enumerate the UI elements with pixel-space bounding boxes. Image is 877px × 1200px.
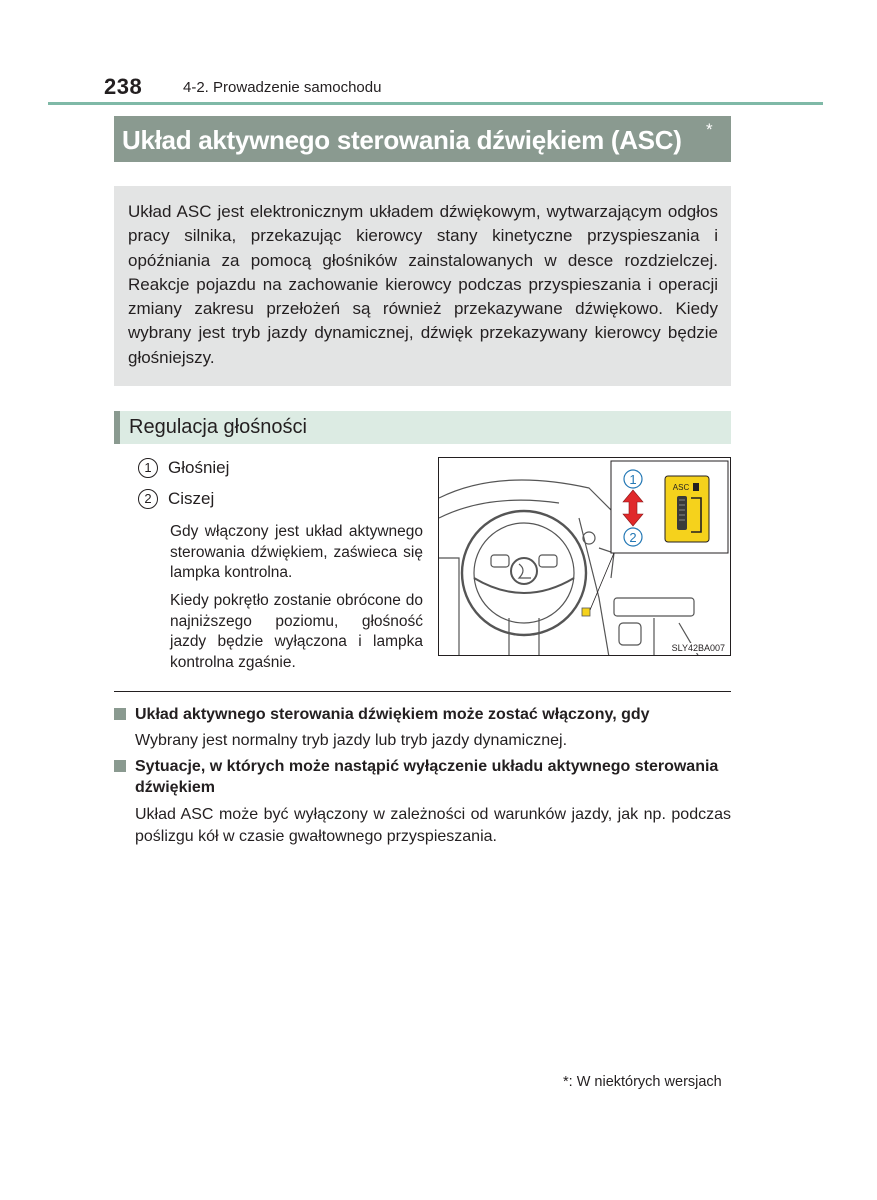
figure-code: SLY42BA007 (671, 643, 725, 653)
subsection-title: Regulacja głośności (129, 416, 307, 438)
legend-label: Ciszej (168, 489, 215, 508)
footnote: *: W niektórych wersjach (563, 1074, 722, 1090)
footnote-mark: * (706, 120, 713, 139)
note-indicator-on: Gdy włączony jest układ aktywnego sterowania dźwiękiem, zaświeca się lampka kontrolna. (170, 523, 423, 581)
legend-item-louder (138, 458, 229, 478)
dashboard-figure (438, 457, 731, 656)
bullet-heading (114, 704, 731, 725)
legend-label: Głośniej (168, 458, 230, 477)
page-number: 238 (104, 74, 143, 99)
bullet-heading-text: Sytuacje, w których może nastąpić wyłączenie układu aktywnego sterowania dźwiękiem (135, 758, 719, 796)
dashboard-illustration (439, 458, 731, 656)
header-rule (48, 102, 823, 105)
asc-switch-label: ASC (672, 483, 690, 492)
intro-box (114, 186, 731, 386)
bullet-heading-text: Układ aktywnego sterowania dźwiękiem może zostać włączony, gdy (135, 706, 650, 723)
subsection-heading (114, 411, 731, 444)
intro-text: Układ ASC jest elektronicznym układem dźwiękowym, wytwarzającym odgłos pracy silnika, przekazując kierowcy stany kinetyczne przyspieszania i opóźniania za pomocą głośników zainstalowanych w desce rozdzielczej. Reakcje pojazdu na zachowanie kierowcy podczas przyspieszania i operacji zmiany zakresu przełożeń są również przekazywane dźwiękowo. Kiedy wybrany jest tryb jazdy dynamicznej, dźwięk przekazywany kierowcy będzie głośniejszy. (128, 202, 718, 367)
bullet-heading (114, 756, 731, 798)
divider (114, 691, 731, 692)
legend-item-quieter (138, 489, 214, 509)
bullet-square-icon (114, 708, 126, 720)
circled-number: 1 (138, 458, 158, 478)
callout-1: 1 (629, 472, 637, 487)
section-title-bar (114, 116, 731, 162)
circled-number: 2 (138, 489, 158, 509)
chapter-title: 4-2. Prowadzenie samochodu (183, 79, 382, 96)
bullet-text: Układ ASC może być wyłączony w zależności od warunków jazdy, jak np. podczas poślizgu kół w czasie gwałtownego przyspieszania. (135, 806, 731, 845)
bullet-square-icon (114, 760, 126, 772)
bullet-text: Wybrany jest normalny tryb jazdy lub tryb jazdy dynamicznej. (135, 732, 568, 749)
section-title: Układ aktywnego sterowania dźwiękiem (ASC) (122, 125, 682, 155)
callout-2: 2 (629, 530, 637, 545)
note-indicator-off: Kiedy pokrętło zostanie obrócone do najniższego poziomu, głośność jazdy będzie wyłączona i lampka kontrolna zgaśnie. (170, 592, 423, 671)
